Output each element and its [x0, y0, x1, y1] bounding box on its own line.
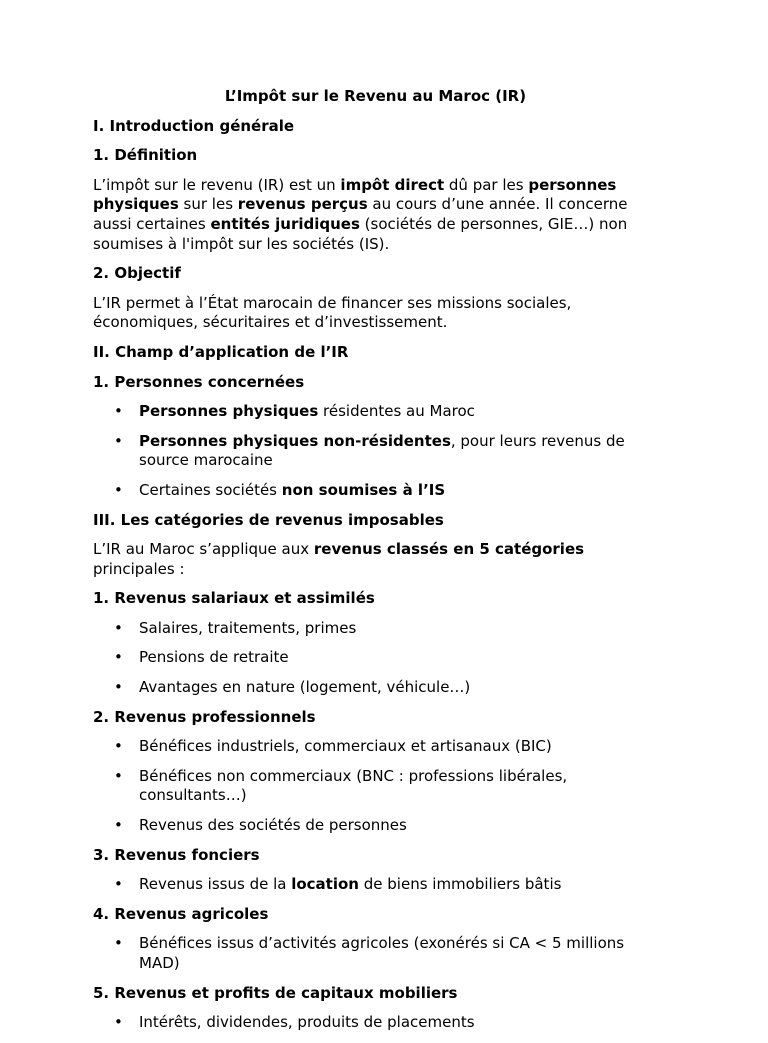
text-run: de biens immobiliers bâtis [358, 875, 562, 894]
section-heading-champ-application: II. Champ d’application de l’IR [93, 342, 349, 361]
bold-run: impôt direct [340, 175, 445, 194]
definition-paragraph [93, 176, 658, 254]
list-item-text: Pensions de retraite [139, 648, 289, 667]
text-run: L’impôt sur le revenu (IR) est un [93, 175, 341, 194]
list-item [93, 737, 658, 757]
list-item [93, 648, 658, 668]
bold-run: entités juridiques [210, 214, 360, 233]
list-item-text: Bénéfices industriels, commerciaux et artisanaux (BIC) [139, 737, 552, 756]
bold-run: non soumises à l’IS [281, 480, 446, 499]
capitaux-mobiliers-list [93, 1013, 658, 1033]
bullet-icon: • [114, 766, 123, 785]
bold-run: revenus classés en 5 catégories [313, 540, 585, 559]
bullet-icon: • [114, 648, 123, 667]
subsection-heading-revenus-salariaux: 1. Revenus salariaux et assimilés [93, 589, 375, 608]
bold-run: Personnes physiques non-résidentes [139, 431, 451, 450]
bullet-icon: • [114, 875, 123, 894]
list-item-text: Bénéfices non commerciaux (BNC : professions libérales, consultants…) [139, 766, 568, 805]
list-item [93, 816, 658, 836]
bold-run: revenus perçus [237, 195, 368, 214]
text-run: Revenus issus de la [139, 875, 292, 894]
text-run: (sociétés de personnes, GIE…) non soumises à l'impôt sur les sociétés (IS). [93, 214, 628, 253]
subsection-heading-capitaux-mobiliers: 5. Revenus et profits de capitaux mobiliers [93, 983, 458, 1002]
text-run: , pour leurs revenus de source marocaine [139, 431, 625, 470]
personnes-list [93, 402, 658, 500]
list-item-text: Revenus des sociétés de personnes [139, 816, 407, 835]
revenus-agricoles-list [93, 934, 658, 973]
list-item [93, 432, 658, 471]
objectif-paragraph: L’IR permet à l’État marocain de financer ses missions sociales, économiques, sécuritaires et d’investissement. [93, 293, 572, 332]
section-heading-categories: III. Les catégories de revenus imposables [93, 510, 444, 529]
text-run: L’IR au Maroc s’applique aux [93, 540, 314, 559]
revenus-salariaux-list [93, 619, 658, 698]
text-run: au cours d’une année. Il concerne aussi certaines [93, 195, 628, 233]
text-run: sur les [178, 195, 238, 214]
list-item [93, 678, 658, 698]
revenus-professionnels-list [93, 737, 658, 835]
list-item [93, 402, 658, 422]
list-item [93, 619, 658, 639]
list-item [93, 481, 658, 501]
list-item [93, 875, 658, 895]
section-heading-introduction: I. Introduction générale [93, 116, 295, 135]
bullet-icon: • [114, 480, 123, 499]
bullet-icon: • [114, 618, 123, 637]
subsection-heading-revenus-agricoles: 4. Revenus agricoles [93, 904, 269, 923]
bullet-icon: • [114, 402, 123, 421]
bullet-icon: • [114, 1013, 123, 1032]
document-title: L’Impôt sur le Revenu au Maroc (IR) [224, 87, 527, 105]
bullet-icon: • [114, 934, 123, 953]
list-item-text: Bénéfices issus d’activités agricoles (exonérés si CA < 5 millions MAD) [139, 934, 625, 972]
bold-run: personnes physiques [93, 175, 617, 214]
subsection-heading-revenus-fonciers: 3. Revenus fonciers [93, 845, 260, 864]
subsection-heading-personnes: 1. Personnes concernées [93, 372, 305, 391]
bullet-icon: • [114, 678, 123, 697]
categories-paragraph [93, 540, 658, 579]
document-body [93, 87, 658, 1043]
subsection-heading-revenus-professionnels: 2. Revenus professionnels [93, 707, 316, 726]
text-run: dû par les [444, 175, 529, 194]
list-item-text: Intérêts, dividendes, produits de placements [139, 1013, 475, 1032]
bullet-icon: • [114, 737, 123, 756]
bullet-icon: • [114, 816, 123, 835]
list-item [93, 1013, 658, 1033]
text-run: Certaines sociétés [139, 480, 282, 499]
subsection-heading-definition: 1. Définition [93, 146, 198, 165]
bullet-icon: • [114, 431, 123, 450]
list-item [93, 934, 658, 973]
list-item [93, 767, 658, 806]
text-run: principales : [93, 559, 185, 578]
text-run: résidentes au Maroc [318, 402, 475, 421]
subsection-heading-objectif: 2. Objectif [93, 264, 181, 283]
list-item-text: Avantages en nature (logement, véhicule…) [139, 678, 471, 697]
bold-run: Personnes physiques [139, 402, 319, 421]
bold-run: location [291, 875, 359, 894]
revenus-fonciers-list [93, 875, 658, 895]
list-item-text: Salaires, traitements, primes [139, 618, 357, 637]
